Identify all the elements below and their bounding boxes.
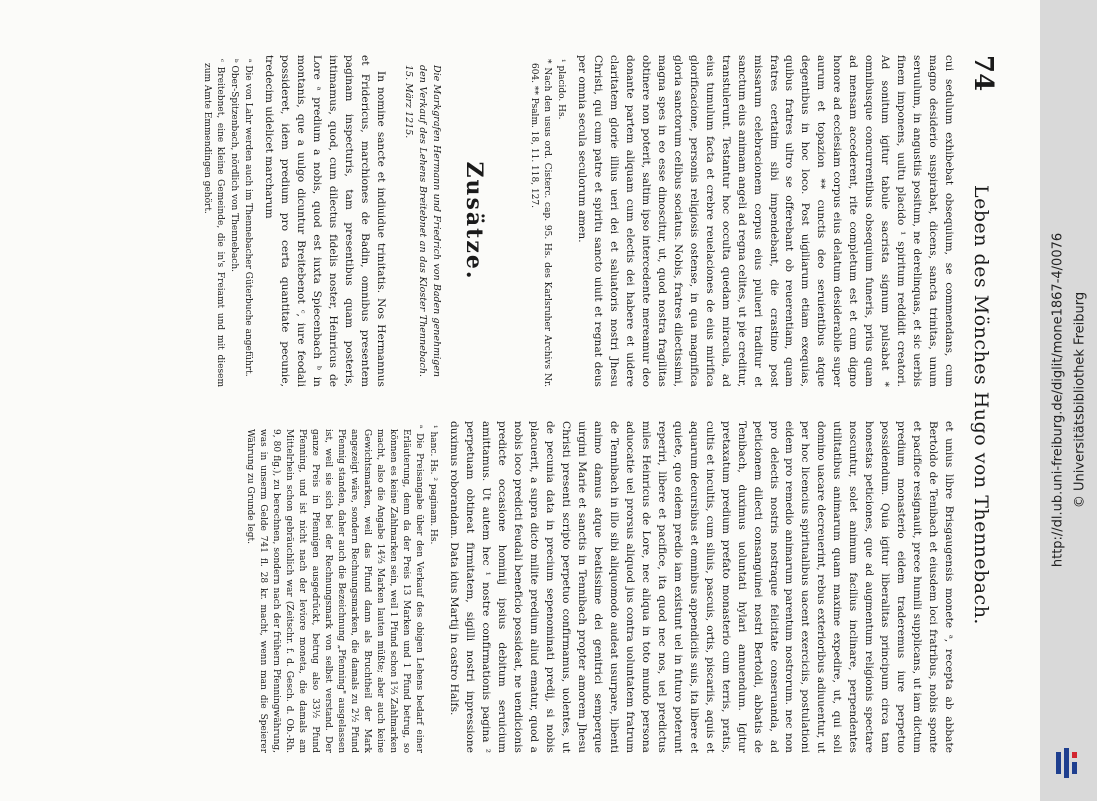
- page-number: 74: [968, 54, 998, 91]
- logo-bar-blue-left: [1056, 752, 1061, 774]
- library-logo-icon: [1056, 748, 1082, 778]
- logo-bar-blue-right: [1072, 762, 1077, 774]
- charter-footnotes: [200, 55, 254, 387]
- right-column: [200, 421, 956, 753]
- left-column: [200, 55, 956, 387]
- book-page: [20, 21, 1020, 781]
- charter-text-start: In nomine sancte et indiuidue trinitatis. Nos Hermannus et Fridericus, marchiones de Badin, omnibus presentem paginam inspecturis, tam presentibus quam posteris, intimamus, quod, cum dilectus fidelis noster, Heinricus de Lore ᵃ predium a nobis, quod est iuxta Spiecenbach ᵇ in montanis, que a uulgo dicuntur Breitebenot ᶜ, iure feodali possideret, idem predium pro certa quantitate pecunie, tredecim uidelicet marcharum: [263, 54, 387, 387]
- document-summary: Die Markgrafen Hermann und Friedrich von Baden genehmigen den Verkauf des Lehens Breitebnet an das Kloster Thennebach. 15. März 1215.: [403, 64, 442, 377]
- footnote: * Nach den usus ord. Cisterc. cap. 95. Hs. des Karlsruher Archivs Nr. 604. ** Psalm. 18, 11. 118, 127.: [529, 58, 553, 387]
- section-heading: Zusätze.: [460, 160, 487, 280]
- logo-bar-red: [1072, 752, 1077, 758]
- viewer-sidebar: [1040, 0, 1097, 801]
- left-footnotes: [527, 55, 567, 387]
- logo-bar-blue-mid: [1064, 748, 1069, 778]
- source-url-link[interactable]: http://dl.ub.uni-freiburg.de/diglit/mone1867-4/0076: [1050, 232, 1066, 568]
- footnote: ¹ placido. Hs.: [556, 58, 567, 119]
- running-title: Leben des Mönches Hugo von Thennebach.: [970, 184, 992, 625]
- right-body-text: et unius libre Brisgaugensis monete ᵃ, recepta ab abbate Bertoldo de Tenibach et eiusdem loci fratribus, nobis sponte et pacifice resignauit, prece humili supplicans, ut iam dictum predium monasterio eidem traderemus iure perpetuo possidendum. Quia igitur liberalitas principum circa tam honestas peticiones, que ad augmentum religionis spectare noscuntur, solet animum facilius inclinare, perpendentes utilitatibus animarum quam maxime expedire, ut, qui soli domino uacare decreuerint, rebus exterioribus adiuuentur, ut per hoc licencius spiritualibus uacent exerciciis, postulationi eidem pro remedio animarum parentum nostrorum. nec non pro delectis nostris nostraque felicitate conseruanda, ad peticionem dilecti consanguinei nostri Bertoldi, abbatis de Tenibach, duximus uoluntati hylari annuendum. Igitur pretaxatum predium prefato monasterio cum terris, pratis, cultis et incultis, cum siluis, pascuis, ortis, piscariis, aquis et aquarum decursibus et omnibus appendiciis suis, ita libere et quiete, quo eidem predio iam existunt uel in futuro poterunt reperiri, libere et pacifice, ita quod nec nos, uel predictus miles Heinricus de Lore, nec aliqua in toto mundo persona aduocatie uel prorsus aliquod jus contra uoluntatem fratrum de Tennibach in illo sibi aliquomodo audeat usurpare, libenti animo damus atque beatissime dei genitrici semperque uirgini Marie et sanctis in Tennibach propter amorem Jhesu Christi presenti scripto perpetuo confirmamus, uolentes, ut de pecunia data in precium sepenominati predij, si nobis placuerit, a supra dicto milite predium aliud ematur, quod a nobis loco predicti feudali beneficio possideat, ne uendicionis predicte occasione hominij ipsius debitum seruicium amittamus. Ut autem hec ¹ nostre confirmationis pagina ² perpetuam obtineat firmitatem, sigilli nostri inpressione duximus roborandam. Data idus Martij in castro Halfs.: [448, 420, 955, 753]
- copyright-notice: © Universitätsbibliothek Freiburg: [1072, 291, 1088, 509]
- running-head: [964, 55, 998, 755]
- footnote: ᵇ Ober-Spitzenbach, nördlich von Thennebach.: [229, 58, 240, 272]
- footnote: ᶜ Breitebnet, eine kleine Gemeinde, die in's Freiamt und mit diesem zum Amte Emmendingen gehört.: [201, 58, 225, 387]
- footnote: ᵃ Die von Lahr werden auch im Thennebacher Güterbuche angeführt.: [243, 58, 254, 377]
- left-body-text: cui sedulum exhibebat obsequium, se commendans, cum magno desiderio suspirabat, dicens, sancta trinitas, unum seruulum, in angustiis positum, ne derelinquas, et sic uerbis finem imponens, uultu placido ¹ spiritum reddidit creatori. Ad sonitum igitur tabule sacrista signum pulsabat * omnibusque concurrentibus obsequium funeris, prius quam ad mensam accederent, rite completum est et cum digno honore ad ecclesiam corpus eius delatum desiderabile super aurum et topazion ** cunctis deo seruientibus atque degentibus in hoc loco. Post uigiliarum etiam exequias, quibus fratres ultro se offerebant ob reuerentiam, quam fratres certatim sibi impendebant, die crastino post missarum celebracionem corpus eius pulueri traditur et sanctum eius animam angeli ad regna celites, ut pie creditur, transtulerunt. Testantur hoc occulta quedam miracula, ad eius tumulum facta et crebre reuelaciones de eius mirifica glorificacione, personis religiosis ostense, in qua magnifica gloria sanctorum ceIibus sociatus. Nobis, fratres dilectissimi, magna spes in eo esse dinoscitur, ut, quod nostra fragilitas obtinere non poterit, saltim ipso intercedente mereamur deo donante partem aliquam cum electis dei habere et uidere claritatem glorie illius ueri dei et saluatoris nostri Jhesu Christi, qui cum patre et spiritu sancto uiuit et regnat deus per omnia secula seculorum amen.: [576, 54, 955, 387]
- right-footnotes: [243, 421, 440, 753]
- footnote: ᵃ Die Preisangabe über den Verkauf des obigen Lehens bedarf einer Erläuterung, denn da der Preis 13 Marken und 1 Pfund betrug, so können es keine Zahlmarken sein, weil 1 Pfund schon 1⅔ Zahlmarken macht, also die Angabe 14⅔ Marken lauten müßte; aber auch keine Gewichtsmarken, weil das Pfund dann als Bruchtheil der Mark angezeigt wäre, sondern Rechnungsmarken, die damals zu 2½ Pfund Pfennig standen, daher auch die Bezeichnung „Pfenning" ausgelassen ist, weil sie sich bei der Rechnungsmark von selbst verstand. Der ganze Preis in Pfennigen ausgedrückt, betrug also 33½ Pfund Pfenning, und ist nicht nach der leviore moneta, die damals am Mittelrhein schon gebräuchlich war (Zeitschr. f. d. Gesch. d. Ob.-Rh. 9, 80 flg.), zu berechnen, sondern nach der frühern Pfenningwährung, was in unserm Gelde 741 fl. 28 kr. macht, wenn man die Speierer Währung zu Grunde legt.: [244, 424, 425, 753]
- footnote: ¹ hanc. Hs. ² paginam. Hs.: [428, 424, 439, 544]
- text-columns: [200, 55, 956, 755]
